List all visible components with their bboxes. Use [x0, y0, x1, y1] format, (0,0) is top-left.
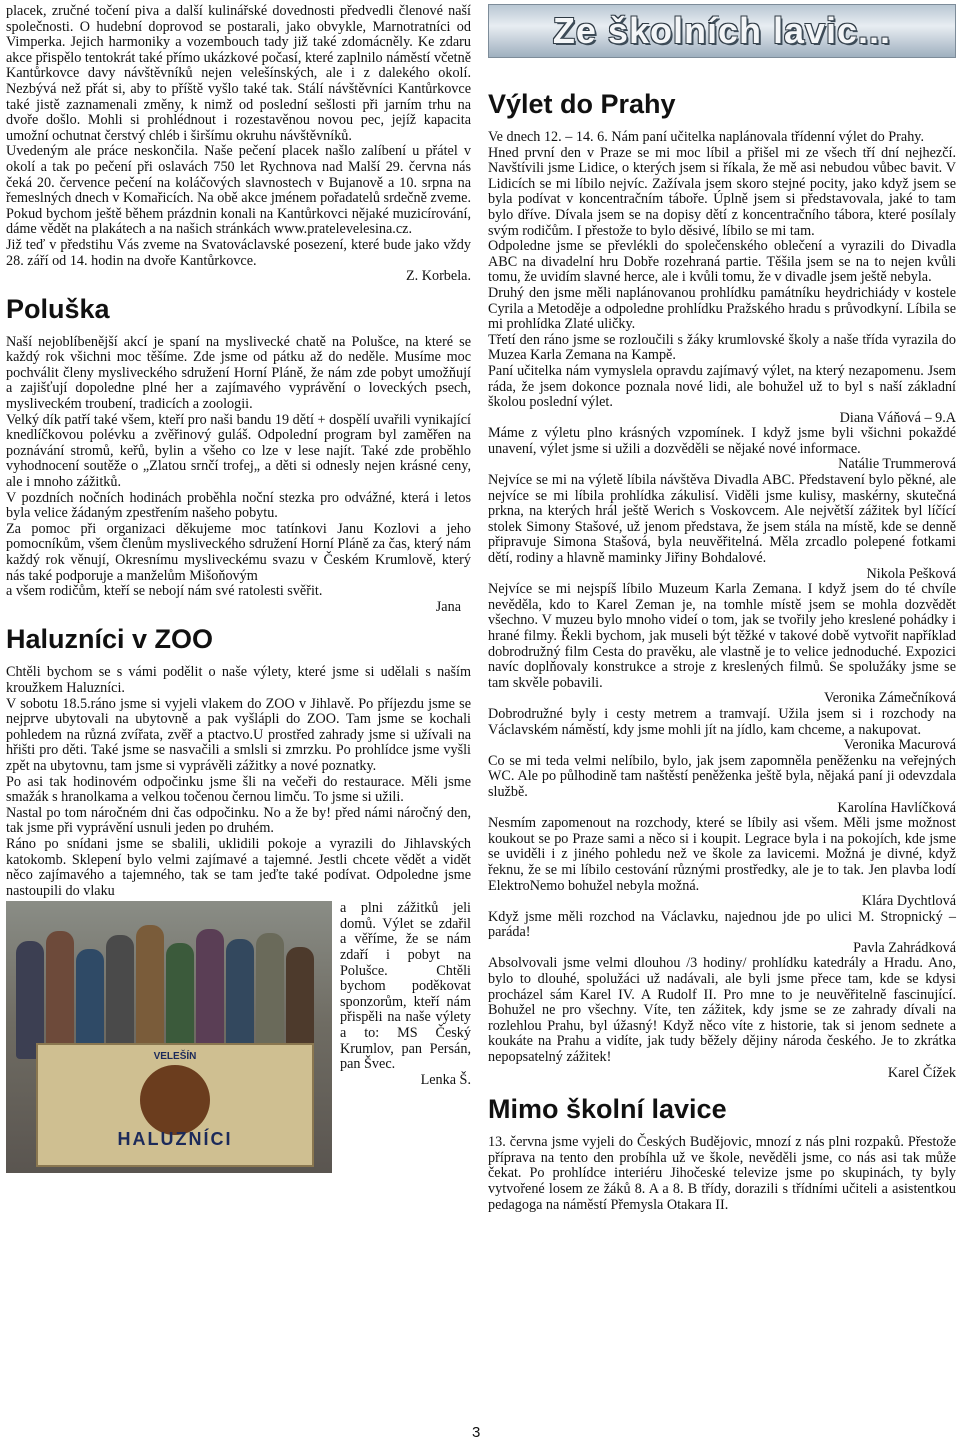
photo-side-paragraph: a plni zážitků jeli domů. Výlet se zdařil a věříme, že se nám zdaří i pobyt na Polušce. Chtěli bychom poděkovat sponzorům, kteří nám přispěli na naše výlety a to: MS Český Krumlov, pan Persán, pan Švec.	[340, 900, 471, 1073]
prague-article-text: Když jsme měli rozchod na Václavku, najednou jde po ulici M. Stropnický – paráda!	[488, 908, 956, 941]
prague-article-signature: Karel Čížek	[887, 1064, 956, 1081]
zoo-heading: Haluzníci v ZOO	[6, 624, 214, 655]
children-group	[16, 919, 322, 1059]
prague-article-text: Nesmím zapomenout na rozchody, které se líbily asi všem. Měli jsme možnost koukout se po Praze sami a něco si i koupit. Legrace byla i na pokojích, kde jsme se uviděli i z jiného pohledu než ve škole za lavicemi. Možná je divné, když řeknu, že se mi líbilo cestování různými prostředky, ale je to tak. Jen plavba lodí ElektroNemo bohužel nebyla možná.	[488, 815, 956, 894]
flag-text: HALUZNÍCI	[117, 1128, 233, 1149]
prague-article-text: Absolvovali jsme velmi dlouhou /3 hodiny/ prohlídku katedrály a Hradu. Ano, bylo to dlouhé, spolužáci už nadávali, ale byli jsme přece tam, kde se kdysi procházel sám Karel IV. A Rudolf II. Pro mne to je neuvěřitelně fascinující. Bohužel ne pro všechny. Víte, ten zážitek, kdy jsme se ze zahrady dívali na rozlehlou Prahu, byl úžasný! Když něco víte z historie, tak si jenom sednete a koukáte na Prahu a vidíte, jak tudy běžely dějiny národa českého. Je to zkrátka nepopsatelný zážitek!	[488, 955, 956, 1066]
group-photo	[6, 901, 332, 1173]
flag-small-text: VELEŠÍN	[153, 1051, 197, 1063]
left-column	[6, 4, 471, 1173]
zoo-paragraph: V sobotu 18.5.ráno jsme si vyjeli vlakem do ZOO v Jihlavě. Po příjezdu jsme se nejprve ubytovali na ubytovně a pak vyšlápli do ZOO. Tam jsme se kochali pohledem na různá zvířata, zvěř a ptactvo.U prostřed zahrady jsme si užívali na hřišti pro děti. Také jsme se nasvačili a smlsli si zmrzku. Po prohlídce jsme vyšli zpět na ubytovnu, tam jsme si vyprávěli zážitky a nové poznatky.	[6, 695, 471, 774]
prague-article-text: Nejvíce se mi nejspíš líbilo Muzeum Karla Zemana. I když jsem do té chvíle nevěděla, kdo to Karel Zeman je, na tomhle místě jsem se mohla dozvědět všechno. V muzeu bylo mnoho videí o tom, jak se tvořily jeho kreslené pohádky i hrané filmy. Řekli bychom, jak museli být těžké v takové době vytvořit například dobrodružný film Cesta do pravěku, ale vlastně je to velice jednoduché. Expozici navíc doplňovaly konstrukce a stroje z kreslených filmů. Se spolužáky jsme se tam skvěle pobavili.	[488, 581, 956, 691]
section-banner-text: Ze školních lavic...	[552, 10, 892, 52]
poluska-paragraph: Za pomoc při organizaci děkujeme moc tatínkovi Janu Kozlovi a jeho pomocníkům, všem členům mysliveckého sdružení Horní Pláně za čas, který nám každý rok věnují, Okresnímu mysliveckému svazu v Českém Krumlově, který nás také podporuje a manželům Mišoňovým	[6, 520, 471, 584]
prague-article-signature: Natálie Trummerová	[838, 456, 956, 473]
poluska-paragraph: Naší nejoblíbenější akcí je spaní na myslivecké chatě na Polušce, na které se každý rok všichni moc těšíme. Zde jsme od pátku až do neděle. Musíme moc pochválit členy mysliveckého sdružení Horní Pláně, že nám zde pobyt umožňují a zajišťují dopoledne plné her a zajímavého vyprávění o loveckých psech, mysliveckém troubení, tradicích a zoologii.	[6, 333, 471, 413]
zoo-paragraph: Nastal po tom náročném dni čas odpočinku. No a že by! před námi náročný den, tak jsme při vyprávění usnuli jeden po druhém.	[6, 804, 471, 837]
deer-emblem-icon	[140, 1065, 210, 1135]
haluznici-flag	[36, 1043, 314, 1167]
prague-article-text: Dobrodružné byly i cesty metrem a tramvají. Užila jsem si i rozchody na Václavském náměstí, kdy jsme mohli jít na jídlo, kam chceme, a nakupovat.	[488, 705, 956, 738]
right-column	[488, 4, 956, 1213]
prague-article-signature: Nikola Pešková	[866, 565, 956, 582]
zoo-paragraph: Ráno po snídani jsme se sbalili, uklidili pokoje a vyrazili do Jihlavských katokomb. Sklepení bylo velmi zajímavé a tajemné. Jestli chcete vědět a vidět něco zajímavého a tajemného, tak se tam jeďte také podívat. Odpoledne jsme nastoupili do vlaku	[6, 835, 471, 899]
photo-side-text	[340, 901, 471, 1173]
intro-paragraph-3: Již teď v předstihu Vás zveme na Svatováclavské posezení, které bude jako vždy 28. září od 14. hodin na dvoře Kantůrkovce.	[6, 236, 471, 269]
intro-paragraph-2: Uvedeným ale práce neskončila. Naše pečení placek našlo zalíbení u přátel v okolí a tak po pečení při oslavách 750 let Rychnova nad Malší 29. června nás čeká 20. července pečení na koláčových slavnostech v Bujanově a 10. srpna na řemeslných dnech v Komařicích. Na obě akce jménem pořadatelů srdečně zveme. Pokud bychom ještě během prázdnin konali na Kantůrkovci nějaké muzicírování, dáme vědět na plakátech a na našich stránkách www.pratelevelesina.cz.	[6, 143, 471, 238]
poluska-heading: Poluška	[6, 293, 110, 324]
intro-paragraph-1: placek, zručné točení piva a další kulinářské dovednosti předvedli členové naší společnosti. O hudební doprovod se postarali, jako obvykle, Marnotratníci od Vimperka. Jejich harmoniky a vozembouch tady již také zdomácněly. Ke zdaru akce přispělo tentokrát také přímo ukázkové počasí, které zaplnilo náměstí včetně Kantůrkovce davy návštěvníků nejen velešínských, ale i z dalekého okolí. Nezbývá než přát si, aby to příště vyšlo také tak. Stálí návštěvníci Kantůrkovce také jistě zaznamenali změny, k nimž od poslední sešlosti při jarním trhu na dvoře došlo. Mohli si prohlédnout i rozestavěnou novou pec, jejíž kapacita umožní ochutnat čerstvý chléb i širšímu okruhu návštěvníků.	[6, 3, 471, 144]
prague-article-signature: Diana Váňová – 9.A	[839, 409, 956, 426]
poluska-paragraph: a všem rodičům, kteří se nebojí nám své ratolesti svěřit.	[6, 583, 323, 600]
prague-article-signature: Veronika Zámečníková	[824, 690, 956, 707]
prague-article-text: Ve dnech 12. – 14. 6. Nám paní učitelka naplánovala třídenní výlet do Prahy. Hned první den v Praze se mi moc líbil a přišel mi ze všech tří dní nejhezčí. Navštívili jsme Lidice, o kterých jsem si říkala, že mě asi nebudou vůbec bavit. V Lidicích se mi líbilo nejvíc. Zažívala jsem skoro stejné pocity, jako když jsem se byla podívat v koncentračním táboře. Úplně jsem si představovala, jaké to tam bylo dříve. Dívala jsem se na dopisy dětí z koncentračního tábora, které posílaly svým rodičům. I přestože to bylo děsivé, líbilo se mi tam. Odpoledne jsme se převlékli do společenského oblečení a vyrazili do Divadla ABC na divadelní hru Dobře rozehraná partie. Těšila jsem se na to nejen kvůli tomu, že uvidím slavné herce, ale i kvůli tomu, že v divadle jsem ještě nebyla. Druhý den jsme měli naplánovanou prohlídku památníku heydrichiády v kostele Cyrila a Metoděje a odpoledne prohlídku Pražského hradu s průvodkyní. Líbila se mi prohlídka Zlaté uličky. Třetí den ráno jsme se rozloučili s žáky krumlovské školy a naše třída vyrazila do Muzea Karla Zemana na Kampě. Paní učitelka nám vymyslela opravdu zajímavý výlet, na který nezapomenu. Jsem ráda, že jsem dokonce poznala nové lidi, ale bohužel už to byl s naší základní školou poslední výlet.	[488, 129, 956, 411]
poluska-paragraph: Velký dík patří také všem, kteří pro naši bandu 19 dětí + dospělí uvařili vynikající knedlíčkovou polévku a zvěřinový guláš. Odpolední program byl zaměřen na poznávání stromů, keřů, bylin a všeho co lze v lese najít. Také zde proběhlo vyhodnocení soutěže o „Zlatou srnčí trofej„ a děti si odnesly nejen krásné ceny, ale i mnoho zážitků.	[6, 411, 471, 491]
section-banner	[488, 4, 956, 58]
prague-articles	[488, 130, 956, 1081]
zoo-signature: Lenka Š.	[420, 1071, 471, 1088]
prague-article-signature: Karolína Havlíčková	[837, 799, 956, 816]
prague-article-signature: Pavla Zahrádková	[853, 939, 956, 956]
prague-article-signature: Klára Dychtlová	[861, 893, 956, 910]
prague-article-text: Nejvíce se mi na výletě líbila návštěva Divadla ABC. Představení bylo pěkné, ale nejvíce se mi líbila prohlídka zákulisí. Viděli jsme kulisy, maskérny, skutečná prkna, na kterých hrál ještě Werich s Voskovcem. Ale největší zážitek byl líčící stolek Simony Stašové, už jenom představa, že jsem stála na místě, kde se denně připravuje Simona Stašová, byla neuvěřitelná. Měla zrcadlo polepené fotkami dětí, rodiny a hlavně maminky Jiřiny Bohdalové.	[488, 472, 956, 567]
prague-article-text: Máme z výletu plno krásných vzpomínek. I když jsme byli všichni pokaždé unavení, výlet jsme si užili a dozvěděli se nějaké nové informace.	[488, 425, 956, 457]
prague-heading: Výlet do Prahy	[488, 89, 676, 119]
zoo-paragraph: Chtěli bychom se s vámi podělit o naše výlety, které jsme si udělali s naším kroužkem Haluzníci.	[6, 664, 471, 696]
prague-article-text: Co se mi teda velmi nelíbilo, bylo, jak jsem zapomněla peněženku na veřejných WC. Ale po půlhodině tam naštěstí peněženka ještě byla, nějaká paní ji odevzdala službě.	[488, 752, 956, 800]
mimo-paragraph: 13. června jsme vyjeli do Českých Budějovic, mnozí z nás plni rozpaků. Přestože příprava na tento den probíhla už ve škole, nevěděli jsme, co nás asi tak může čekat. Po prohlídce interiéru Jihočeské televize jsme po skupinách, ty byly vytvořené losem ze žáků 8. A a 8. B třídy, dorazili s třídními učiteli a asistentkou pedagoga na náměstí Přemysla Otakara II.	[488, 1134, 956, 1213]
poluska-signature: Jana	[435, 598, 461, 615]
mimo-heading: Mimo školní lavice	[488, 1094, 727, 1125]
poluska-paragraph: V pozdních nočních hodinách proběhla noční stezka pro odvážné, která i letos byla velice žádaným zpestřením našeho pobytu.	[6, 489, 471, 522]
photo-with-text	[6, 901, 471, 1173]
page-number: 3	[472, 1424, 481, 1441]
prague-article-signature: Veronika Macurová	[843, 737, 956, 754]
intro-signature: Z. Korbela.	[405, 268, 471, 285]
zoo-paragraph: Po asi tak hodinovém odpočinku jsme šli na večeři do restaurace. Měli jsme smažák s hranolkama a velkou točenou černou limču. To jsme si užili.	[6, 773, 471, 806]
